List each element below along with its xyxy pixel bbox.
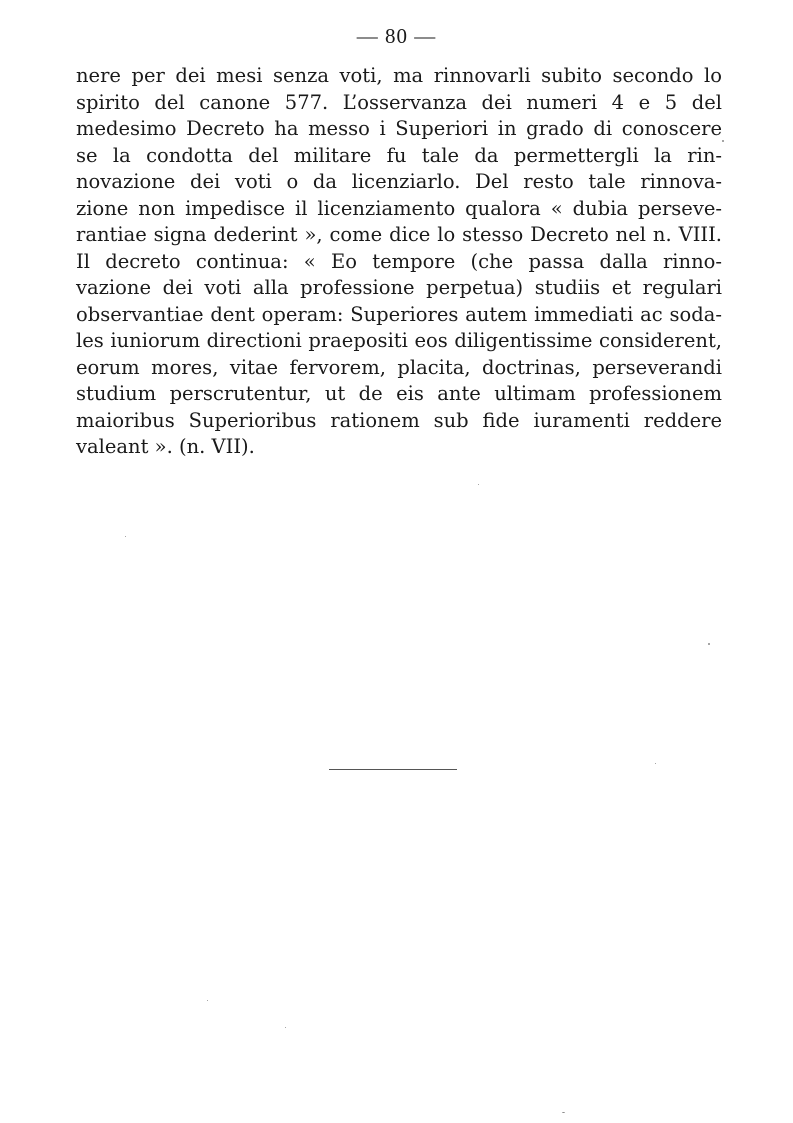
text-line: observantiae dent operam: Superiores autem immediati ac soda- bbox=[76, 302, 722, 326]
text-line: se la condotta del militare fu tale da permettergli la rin- bbox=[76, 143, 722, 167]
text-line: Il decreto continua: « Eo tempore (che passa dalla rinno- bbox=[76, 249, 722, 273]
text-line: les iuniorum directioni praepositi eos diligentissime considerent, bbox=[76, 329, 722, 352]
text-line: zione non impedisce il licenziamento qualora « dubia perseve- bbox=[76, 196, 722, 220]
scan-speck bbox=[478, 484, 479, 485]
scan-speck bbox=[207, 1000, 208, 1001]
scan-speck bbox=[562, 1112, 565, 1113]
scan-speck bbox=[655, 763, 656, 764]
text-line: medesimo Decreto ha messo i Superiori in grado di conoscere bbox=[76, 117, 722, 140]
page-number: — 80 — bbox=[356, 24, 437, 48]
section-divider bbox=[329, 769, 457, 770]
scan-speck bbox=[722, 140, 724, 142]
text-line: eorum mores, vitae fervorem, placita, doctrinas, perseverandi bbox=[76, 355, 722, 379]
text-line: maioribus Superioribus rationem sub fide iuramenti reddere bbox=[76, 408, 722, 432]
text-line: rantiae signa dederint », come dice lo stesso Decreto nel n. VIII. bbox=[76, 223, 722, 246]
text-line: spirito del canone 577. L’osservanza dei numeri 4 e 5 del bbox=[76, 90, 722, 114]
scan-speck bbox=[285, 1027, 286, 1028]
text-line: novazione dei voti o da licenziarlo. Del resto tale rinnova- bbox=[76, 170, 722, 193]
body-paragraph bbox=[76, 63, 722, 461]
text-line: nere per dei mesi senza voti, ma rinnovarli subito secondo lo bbox=[76, 64, 722, 87]
text-line: studium perscrutentur, ut de eis ante ultimam professionem bbox=[76, 382, 722, 405]
text-line: vazione dei voti alla professione perpetua) studiis et regulari bbox=[76, 276, 722, 299]
text-line-last: valeant ». (n. VII). bbox=[76, 435, 255, 458]
scan-speck bbox=[125, 536, 126, 537]
scan-speck bbox=[708, 643, 710, 645]
